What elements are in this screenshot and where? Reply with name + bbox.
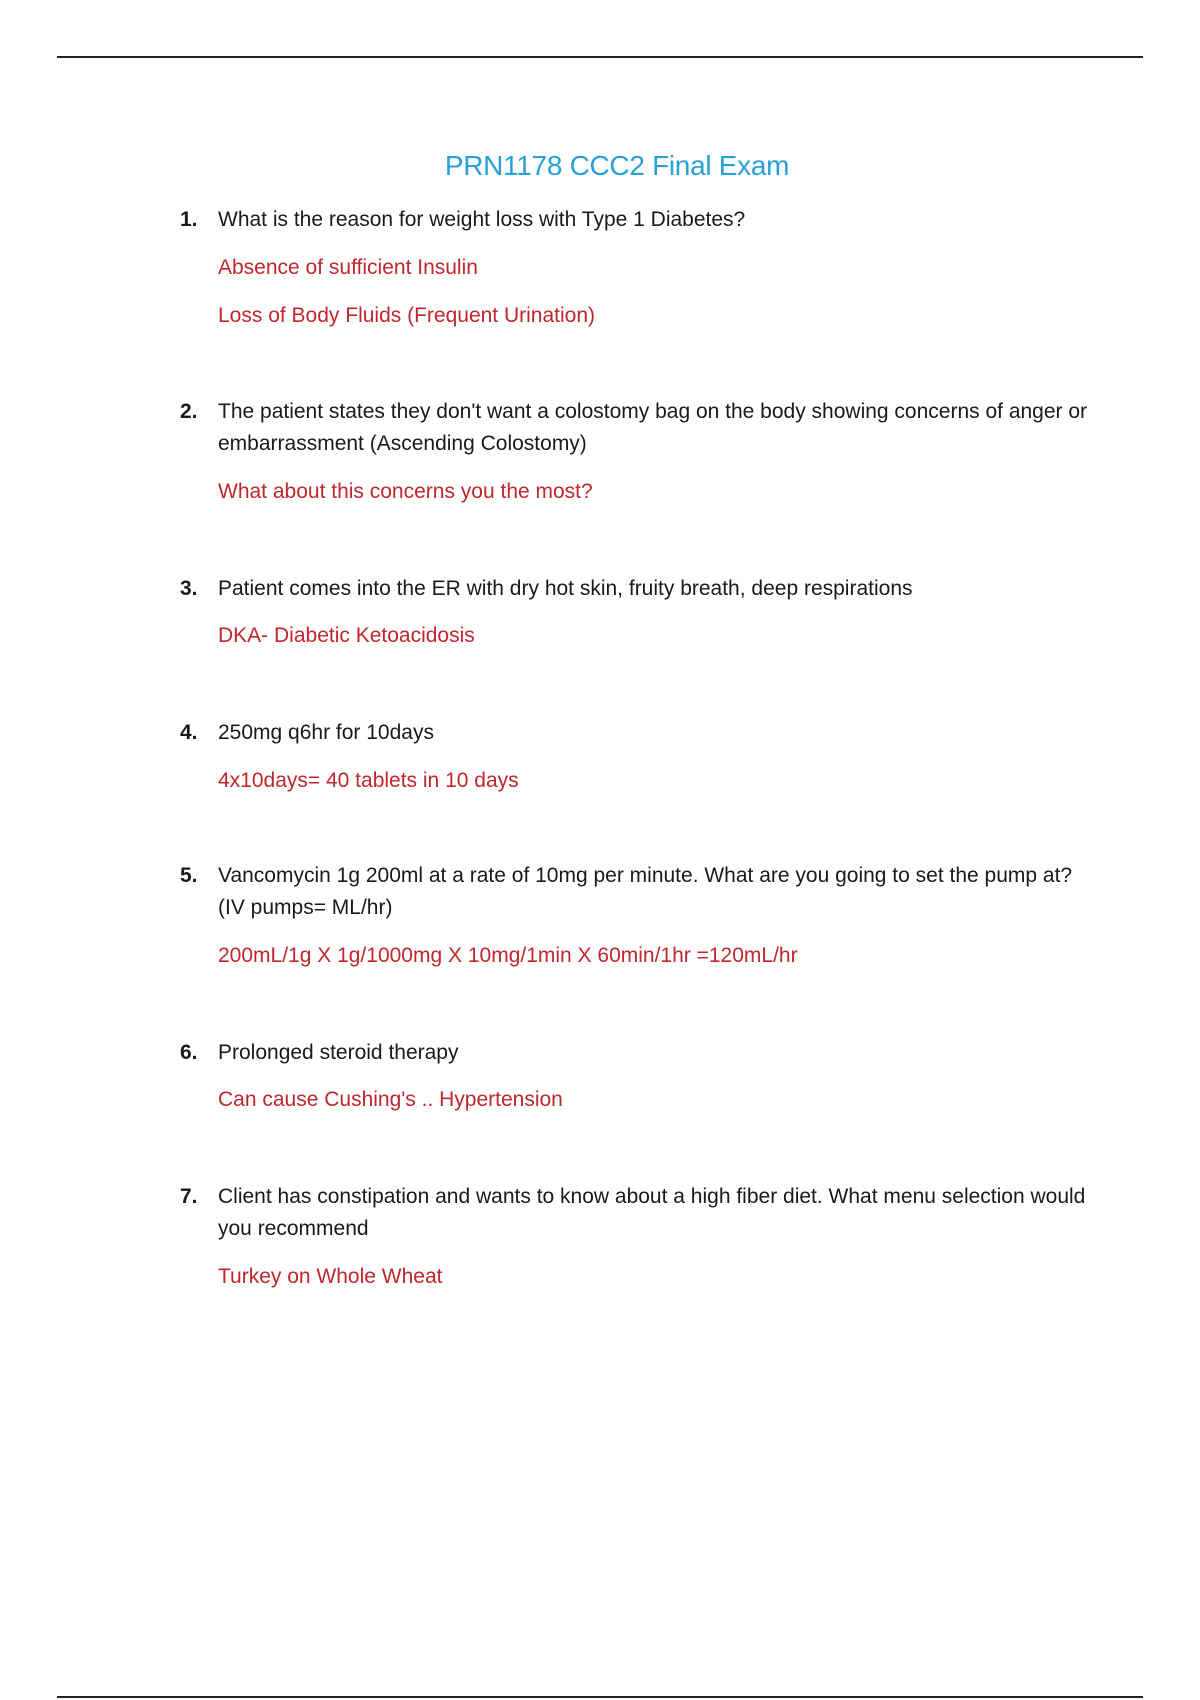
- question-number: 3.: [180, 577, 198, 600]
- answer-group: [218, 765, 1098, 813]
- question-text: Vancomycin 1g 200ml at a rate of 10mg per minute. What are you going to set the pump at? (IV pumps= ML/hr): [218, 864, 1073, 919]
- question-number: 1.: [180, 208, 198, 231]
- answer-text: 200mL/1g X 1g/1000mg X 10mg/1min X 60min/1hr =120mL/hr: [218, 944, 798, 967]
- question-number: 6.: [180, 1041, 198, 1064]
- question-text: What is the reason for weight loss with Type 1 Diabetes?: [218, 208, 746, 231]
- answer-group: [218, 1261, 1098, 1309]
- bottom-divider: [57, 1696, 1143, 1698]
- answer-text: Can cause Cushing's .. Hypertension: [218, 1088, 563, 1111]
- answer-group: [218, 940, 1098, 988]
- answer-group: [218, 476, 1098, 524]
- answer-text: Turkey on Whole Wheat: [218, 1265, 443, 1288]
- question-text: Client has constipation and wants to know about a high fiber diet. What menu selection would you recommend: [218, 1185, 1086, 1240]
- page-title: PRN1178 CCC2 Final Exam: [444, 150, 790, 181]
- question-text: The patient states they don't want a colostomy bag on the body showing concerns of anger or embarrassment (Ascending Colostomy): [218, 400, 1088, 455]
- answer-text: Absence of sufficient Insulin: [218, 256, 478, 279]
- answer-text: 4x10days= 40 tablets in 10 days: [218, 769, 519, 792]
- question-number: 4.: [180, 721, 198, 744]
- question-number: 2.: [180, 400, 198, 423]
- question-text: Prolonged steroid therapy: [218, 1041, 459, 1064]
- question-text: Patient comes into the ER with dry hot skin, fruity breath, deep respirations: [218, 577, 913, 600]
- answer-text: Loss of Body Fluids (Frequent Urination): [218, 304, 596, 327]
- question-number: 5.: [180, 864, 198, 887]
- answer-text: DKA- Diabetic Ketoacidosis: [218, 624, 475, 647]
- answer-group: [218, 252, 1098, 348]
- question-number: 7.: [180, 1185, 198, 1208]
- question-text: 250mg q6hr for 10days: [218, 721, 434, 744]
- answer-group: [218, 1084, 1098, 1132]
- answer-text: What about this concerns you the most?: [218, 480, 593, 503]
- answer-group: [218, 620, 1098, 668]
